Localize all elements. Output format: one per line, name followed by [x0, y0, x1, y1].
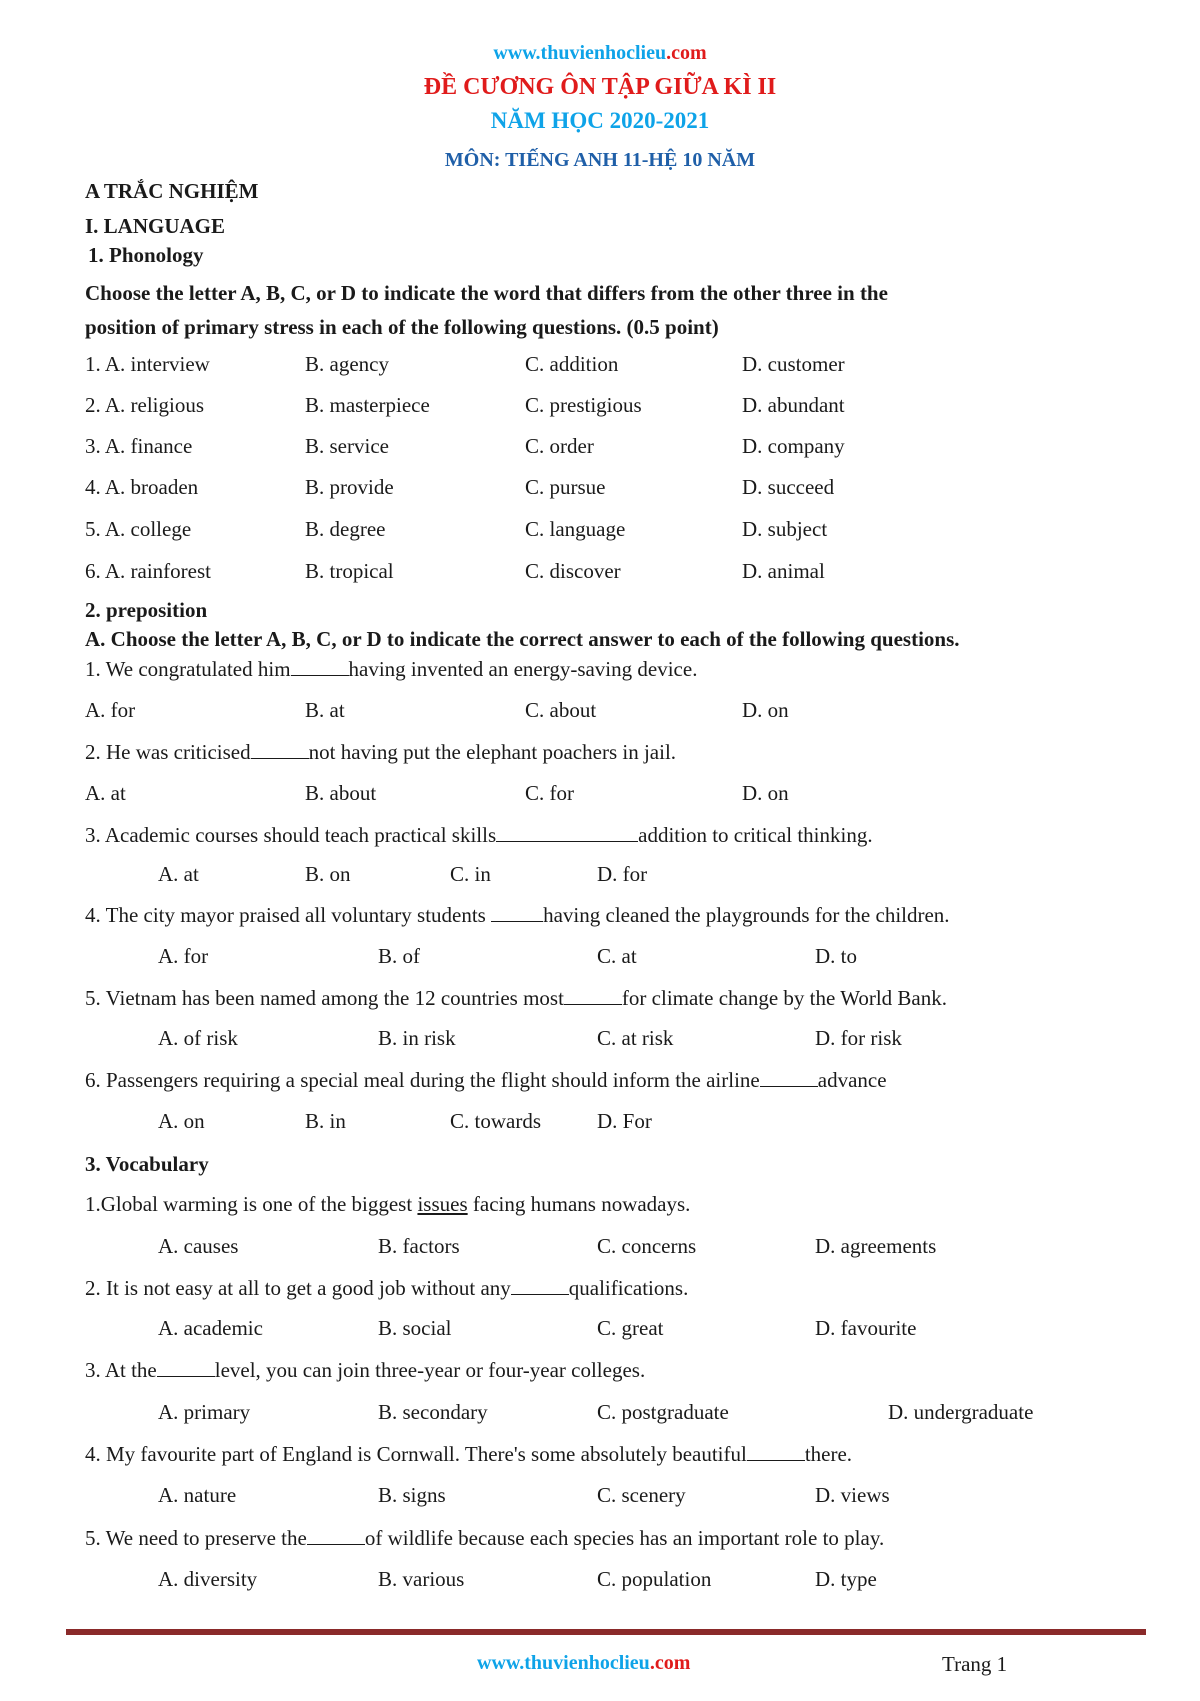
option-c: C. about — [525, 698, 597, 722]
question-text: facing humans nowadays. — [467, 1192, 691, 1216]
question-text: 3. Academic courses should teach practical skills — [85, 823, 497, 847]
answer-blank[interactable] — [564, 986, 622, 1005]
option-c: C. postgraduate — [597, 1400, 729, 1424]
section-i-heading: I. LANGUAGE — [85, 214, 226, 238]
answer-blank[interactable] — [157, 1358, 215, 1377]
header-site-link[interactable] — [0, 42, 1200, 65]
option-d: D. type — [815, 1567, 877, 1591]
option-d: D. views — [815, 1483, 890, 1507]
question-text: of wildlife because each species has an important role to play. — [364, 1526, 885, 1550]
question-text: there. — [804, 1442, 853, 1466]
option-a: A. at — [85, 781, 126, 805]
option-a: A. on — [158, 1109, 205, 1133]
option-c: C. in — [450, 862, 491, 886]
answer-blank[interactable] — [307, 1526, 365, 1545]
question-stem — [85, 1358, 645, 1383]
question-stem — [85, 903, 950, 928]
option-c: C. at risk — [597, 1026, 674, 1050]
option-d: D. for — [597, 862, 648, 886]
option-b: B. in — [305, 1109, 346, 1133]
vocabulary-heading: 3. Vocabulary — [85, 1152, 209, 1176]
answer-blank[interactable] — [747, 1442, 805, 1461]
question-text: 4. The city mayor praised all voluntary students — [85, 903, 492, 927]
question-text: having cleaned the playgrounds for the children. — [543, 903, 950, 927]
question-text: 4. My favourite part of England is Cornwall. There's some absolutely beautiful — [85, 1442, 747, 1466]
option-d: D. company — [742, 434, 845, 458]
option-d: D. subject — [742, 517, 828, 541]
option-a: 6. A. rainforest — [85, 559, 211, 583]
footer-divider — [66, 1629, 1146, 1635]
option-b: B. degree — [305, 517, 386, 541]
option-d: D. succeed — [742, 475, 835, 499]
option-a: A. causes — [158, 1234, 239, 1258]
option-d: D. agreements — [815, 1234, 937, 1258]
option-c: C. order — [525, 434, 594, 458]
answer-blank[interactable] — [496, 823, 638, 842]
option-c: C. language — [525, 517, 626, 541]
header-site-tld: .com — [666, 42, 707, 64]
option-c: C. scenery — [597, 1483, 686, 1507]
option-d: D. customer — [742, 352, 845, 376]
option-a: A. for — [158, 944, 209, 968]
answer-blank[interactable] — [291, 657, 349, 676]
option-b: B. on — [305, 862, 351, 886]
question-stem — [85, 1192, 690, 1217]
footer-site-link[interactable] — [477, 1652, 690, 1675]
option-c: C. for — [525, 781, 574, 805]
option-d: D. abundant — [742, 393, 845, 417]
option-c: C. great — [597, 1316, 664, 1340]
option-c: C. prestigious — [525, 393, 642, 417]
page-number: Trang 1 — [942, 1652, 1008, 1676]
option-a: 4. A. broaden — [85, 475, 199, 499]
question-stem — [85, 986, 947, 1011]
option-b: B. about — [305, 781, 377, 805]
question-text: 6. Passengers requiring a special meal during the flight should inform the airline — [85, 1068, 760, 1092]
section-a-heading: A TRẮC NGHIỆM — [85, 179, 259, 203]
question-text: advance — [817, 1068, 887, 1092]
question-text: 5. We need to preserve the — [85, 1526, 307, 1550]
question-stem — [85, 657, 697, 682]
option-a: A. for — [85, 698, 136, 722]
option-a: A. academic — [158, 1316, 263, 1340]
option-b: B. of — [378, 944, 420, 968]
header-site-name: www.thuvienhoclieu — [493, 42, 667, 64]
preposition-heading: 2. preposition — [85, 598, 208, 622]
question-stem — [85, 1526, 884, 1551]
question-text: 2. He was criticised — [85, 740, 251, 764]
answer-blank[interactable] — [760, 1068, 818, 1087]
option-b: B. tropical — [305, 559, 394, 583]
page-title: ĐỀ CƯƠNG ÔN TẬP GIỮA KÌ II — [423, 74, 777, 100]
question-text: 1.Global warming is one of the biggest — [85, 1192, 418, 1216]
option-d: D. undergraduate — [888, 1400, 1034, 1424]
option-a: A. diversity — [158, 1567, 258, 1591]
question-stem — [85, 823, 873, 848]
question-text: addition to critical thinking. — [638, 823, 873, 847]
option-a: 2. A. religious — [85, 393, 204, 417]
option-c: C. at — [597, 944, 637, 968]
option-b: B. signs — [378, 1483, 446, 1507]
option-c: C. towards — [450, 1109, 541, 1133]
footer-site-name: www.thuvienhoclieu — [477, 1652, 650, 1674]
question-stem — [85, 1068, 887, 1093]
phonology-heading: 1. Phonology — [88, 243, 204, 267]
option-c: C. discover — [525, 559, 621, 583]
option-a: 1. A. interview — [85, 352, 210, 376]
question-stem — [85, 1442, 852, 1467]
option-b: B. in risk — [378, 1026, 456, 1050]
option-d: D. to — [815, 944, 857, 968]
option-b: B. various — [378, 1567, 465, 1591]
question-text: 5. Vietnam has been named among the 12 countries most — [85, 986, 564, 1010]
underlined-word: issues — [417, 1192, 468, 1216]
option-a: A. at — [158, 862, 199, 886]
option-a: 5. A. college — [85, 517, 192, 541]
question-text: not having put the elephant poachers in jail. — [308, 740, 677, 764]
question-text: level, you can join three-year or four-year colleges. — [214, 1358, 646, 1382]
option-d: D. animal — [742, 559, 825, 583]
preposition-instruction: A. Choose the letter A, B, C, or D to indicate the correct answer to each of the following questions. — [85, 627, 960, 651]
question-text: 2. It is not easy at all to get a good job without any — [85, 1276, 511, 1300]
subject-line: MÔN: TIẾNG ANH 11-HỆ 10 NĂM — [444, 149, 756, 171]
option-b: B. factors — [378, 1234, 460, 1258]
option-d: D. on — [742, 698, 789, 722]
option-a: 3. A. finance — [85, 434, 193, 458]
phonology-instruction-2: position of primary stress in each of the following questions. (0.5 point) — [85, 315, 719, 339]
option-a: A. nature — [158, 1483, 237, 1507]
question-text: having invented an energy-saving device. — [348, 657, 698, 681]
option-a: A. primary — [158, 1400, 251, 1424]
option-a: A. of risk — [158, 1026, 238, 1050]
option-b: B. agency — [305, 352, 389, 376]
question-stem — [85, 740, 676, 765]
question-text: 1. We congratulated him — [85, 657, 291, 681]
question-stem — [85, 1276, 688, 1301]
answer-blank[interactable] — [491, 903, 543, 922]
option-c: C. concerns — [597, 1234, 697, 1258]
option-b: B. provide — [305, 475, 394, 499]
option-c: C. pursue — [525, 475, 606, 499]
option-c: C. population — [597, 1567, 712, 1591]
phonology-instruction-1: Choose the letter A, B, C, or D to indicate the word that differs from the other three in the — [85, 281, 888, 305]
school-year: NĂM HỌC 2020-2021 — [490, 108, 710, 133]
question-text: qualifications. — [568, 1276, 689, 1300]
answer-blank[interactable] — [511, 1276, 569, 1295]
footer-site-tld: .com — [649, 1652, 691, 1674]
option-b: B. social — [378, 1316, 452, 1340]
question-text: 3. At the — [85, 1358, 157, 1382]
question-text: for climate change by the World Bank. — [621, 986, 947, 1010]
option-d: D. For — [597, 1109, 652, 1133]
option-b: B. service — [305, 434, 389, 458]
option-b: B. at — [305, 698, 345, 722]
option-d: D. favourite — [815, 1316, 917, 1340]
option-b: B. secondary — [378, 1400, 488, 1424]
option-b: B. masterpiece — [305, 393, 430, 417]
answer-blank[interactable] — [251, 740, 309, 759]
option-d: D. for risk — [815, 1026, 902, 1050]
option-c: C. addition — [525, 352, 619, 376]
option-d: D. on — [742, 781, 789, 805]
